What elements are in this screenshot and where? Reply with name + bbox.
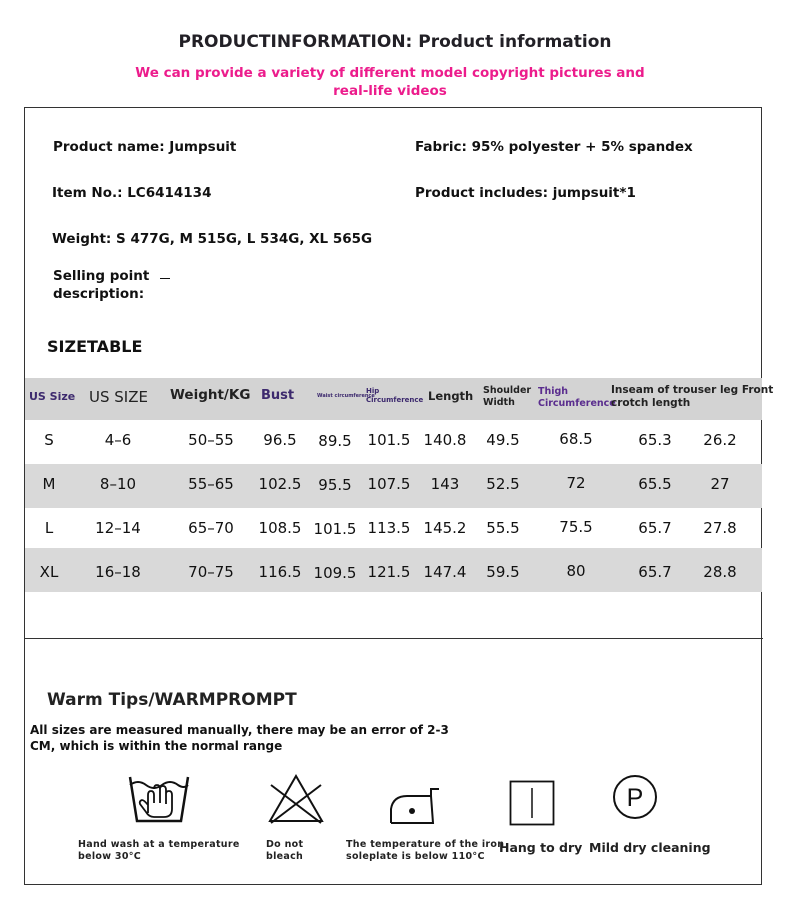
product-includes: Product includes: jumpsuit*1	[415, 185, 636, 201]
cell-length: 140.8	[423, 431, 467, 449]
cell-shoulder: 52.5	[486, 475, 520, 493]
cell-inseam: 65.7	[638, 563, 672, 581]
product-name: Product name: Jumpsuit	[53, 139, 237, 155]
page-subtitle: We can provide a variety of different model copyright pictures and real-life videos	[135, 65, 645, 99]
no-bleach-label	[266, 839, 303, 863]
cell-hip: 101.5	[367, 431, 411, 449]
cell-size: S	[44, 431, 54, 449]
cell-weight: 65–70	[188, 519, 234, 537]
cell-crotch: 27	[710, 475, 730, 493]
cell-length: 145.2	[423, 519, 467, 537]
cell-hip: 107.5	[367, 475, 411, 493]
dry-clean-label: Mild dry cleaning	[589, 840, 711, 855]
cell-bust: 96.5	[263, 431, 297, 449]
header-waist: Waist circumference	[317, 393, 375, 399]
cell-inseam: 65.3	[638, 431, 672, 449]
selling-point-label	[53, 267, 149, 303]
cell-us: 16–18	[95, 563, 141, 581]
page-title: PRODUCTINFORMATION: Product information	[178, 32, 612, 52]
selling-point-value-dash	[160, 278, 170, 279]
header-weight: Weight/KG	[170, 387, 251, 403]
iron-label-line1: The temperature of the iron	[346, 839, 505, 850]
cell-shoulder: 59.5	[486, 563, 520, 581]
cell-thigh: 80	[566, 562, 586, 580]
hand-wash-label-line2: below 30°C	[78, 851, 142, 862]
cell-size: XL	[39, 563, 59, 581]
cell-us: 4–6	[104, 431, 132, 449]
header-hip-line1: Hip	[366, 387, 380, 395]
cell-waist: 95.5	[318, 476, 352, 494]
cell-thigh: 72	[566, 474, 586, 492]
iron-label-line2: soleplate is below 110°C	[346, 851, 485, 862]
cell-us: 12–14	[95, 519, 141, 537]
warm-tips-title: Warm Tips/WARMPROMPT	[47, 690, 297, 710]
hand-wash-icon	[128, 773, 190, 825]
cell-length: 147.4	[423, 563, 467, 581]
header-inseam-line1: Inseam of trouser leg Front	[611, 384, 774, 396]
cell-thigh: 68.5	[559, 430, 593, 448]
header-shoulder-line1: Shoulder	[483, 385, 532, 396]
cell-size: M	[42, 475, 56, 493]
cell-weight: 70–75	[188, 563, 234, 581]
iron-label	[346, 839, 504, 863]
header-thigh-line1: Thigh	[538, 386, 569, 397]
header-hip-line2: Circumference	[366, 396, 424, 404]
header-inseam	[611, 384, 773, 410]
cell-waist: 101.5	[313, 520, 357, 538]
selling-point-label-line2: description:	[53, 286, 145, 302]
cell-us: 8–10	[99, 475, 137, 493]
dry-clean-p-icon	[612, 774, 658, 820]
cell-weight: 50–55	[188, 431, 234, 449]
cell-bust: 108.5	[258, 519, 302, 537]
svg-text:P: P	[626, 784, 644, 812]
header-us-size-caps: US SIZE	[89, 388, 148, 406]
hang-dry-label: Hang to dry	[499, 840, 583, 855]
header-length: Length	[428, 389, 474, 403]
cell-bust: 102.5	[258, 475, 302, 493]
header-bust: Bust	[261, 388, 295, 403]
cell-weight: 55–65	[188, 475, 234, 493]
cell-shoulder: 55.5	[486, 519, 520, 537]
cell-crotch: 28.8	[703, 563, 737, 581]
header-thigh	[538, 386, 616, 410]
product-weight: Weight: S 477G, M 515G, L 534G, XL 565G	[52, 231, 373, 247]
size-table-title: SIZETABLE	[47, 337, 143, 356]
cell-hip: 121.5	[367, 563, 411, 581]
cell-waist: 109.5	[313, 564, 357, 582]
header-shoulder-line2: Width	[483, 397, 515, 408]
hand-wash-label	[78, 839, 240, 863]
no-bleach-label-line2: bleach	[266, 851, 304, 862]
cell-shoulder: 49.5	[486, 431, 520, 449]
hang-to-dry-icon	[509, 780, 555, 826]
warm-tips-text: All sizes are measured manually, there may be an error of 2-3 CM, which is within the normal range	[30, 723, 449, 753]
cell-crotch: 26.2	[703, 431, 737, 449]
cell-inseam: 65.7	[638, 519, 672, 537]
cell-bust: 116.5	[258, 563, 302, 581]
cell-waist: 89.5	[318, 432, 352, 450]
cell-thigh: 75.5	[559, 518, 593, 536]
cell-crotch: 27.8	[703, 519, 737, 537]
do-not-bleach-icon	[267, 773, 325, 825]
cell-hip: 113.5	[367, 519, 411, 537]
cell-inseam: 65.5	[638, 475, 672, 493]
size-table-header	[25, 378, 774, 420]
header-shoulder	[483, 385, 531, 409]
product-item-no: Item No.: LC6414134	[52, 185, 212, 201]
selling-point-label-line1: Selling point	[53, 268, 150, 284]
header-hip	[366, 387, 423, 405]
header-inseam-line2: crotch length	[611, 397, 691, 409]
header-thigh-line2: Circumference	[538, 398, 616, 409]
cell-length: 143	[430, 475, 460, 493]
no-bleach-label-line1: Do not	[266, 839, 304, 850]
product-fabric: Fabric: 95% polyester + 5% spandex	[415, 139, 693, 155]
hand-wash-label-line1: Hand wash at a temperature	[78, 839, 240, 850]
iron-low-temp-icon	[389, 783, 441, 825]
cell-size: L	[44, 519, 54, 537]
header-us-size: US Size	[29, 390, 76, 403]
section-divider	[24, 638, 763, 639]
